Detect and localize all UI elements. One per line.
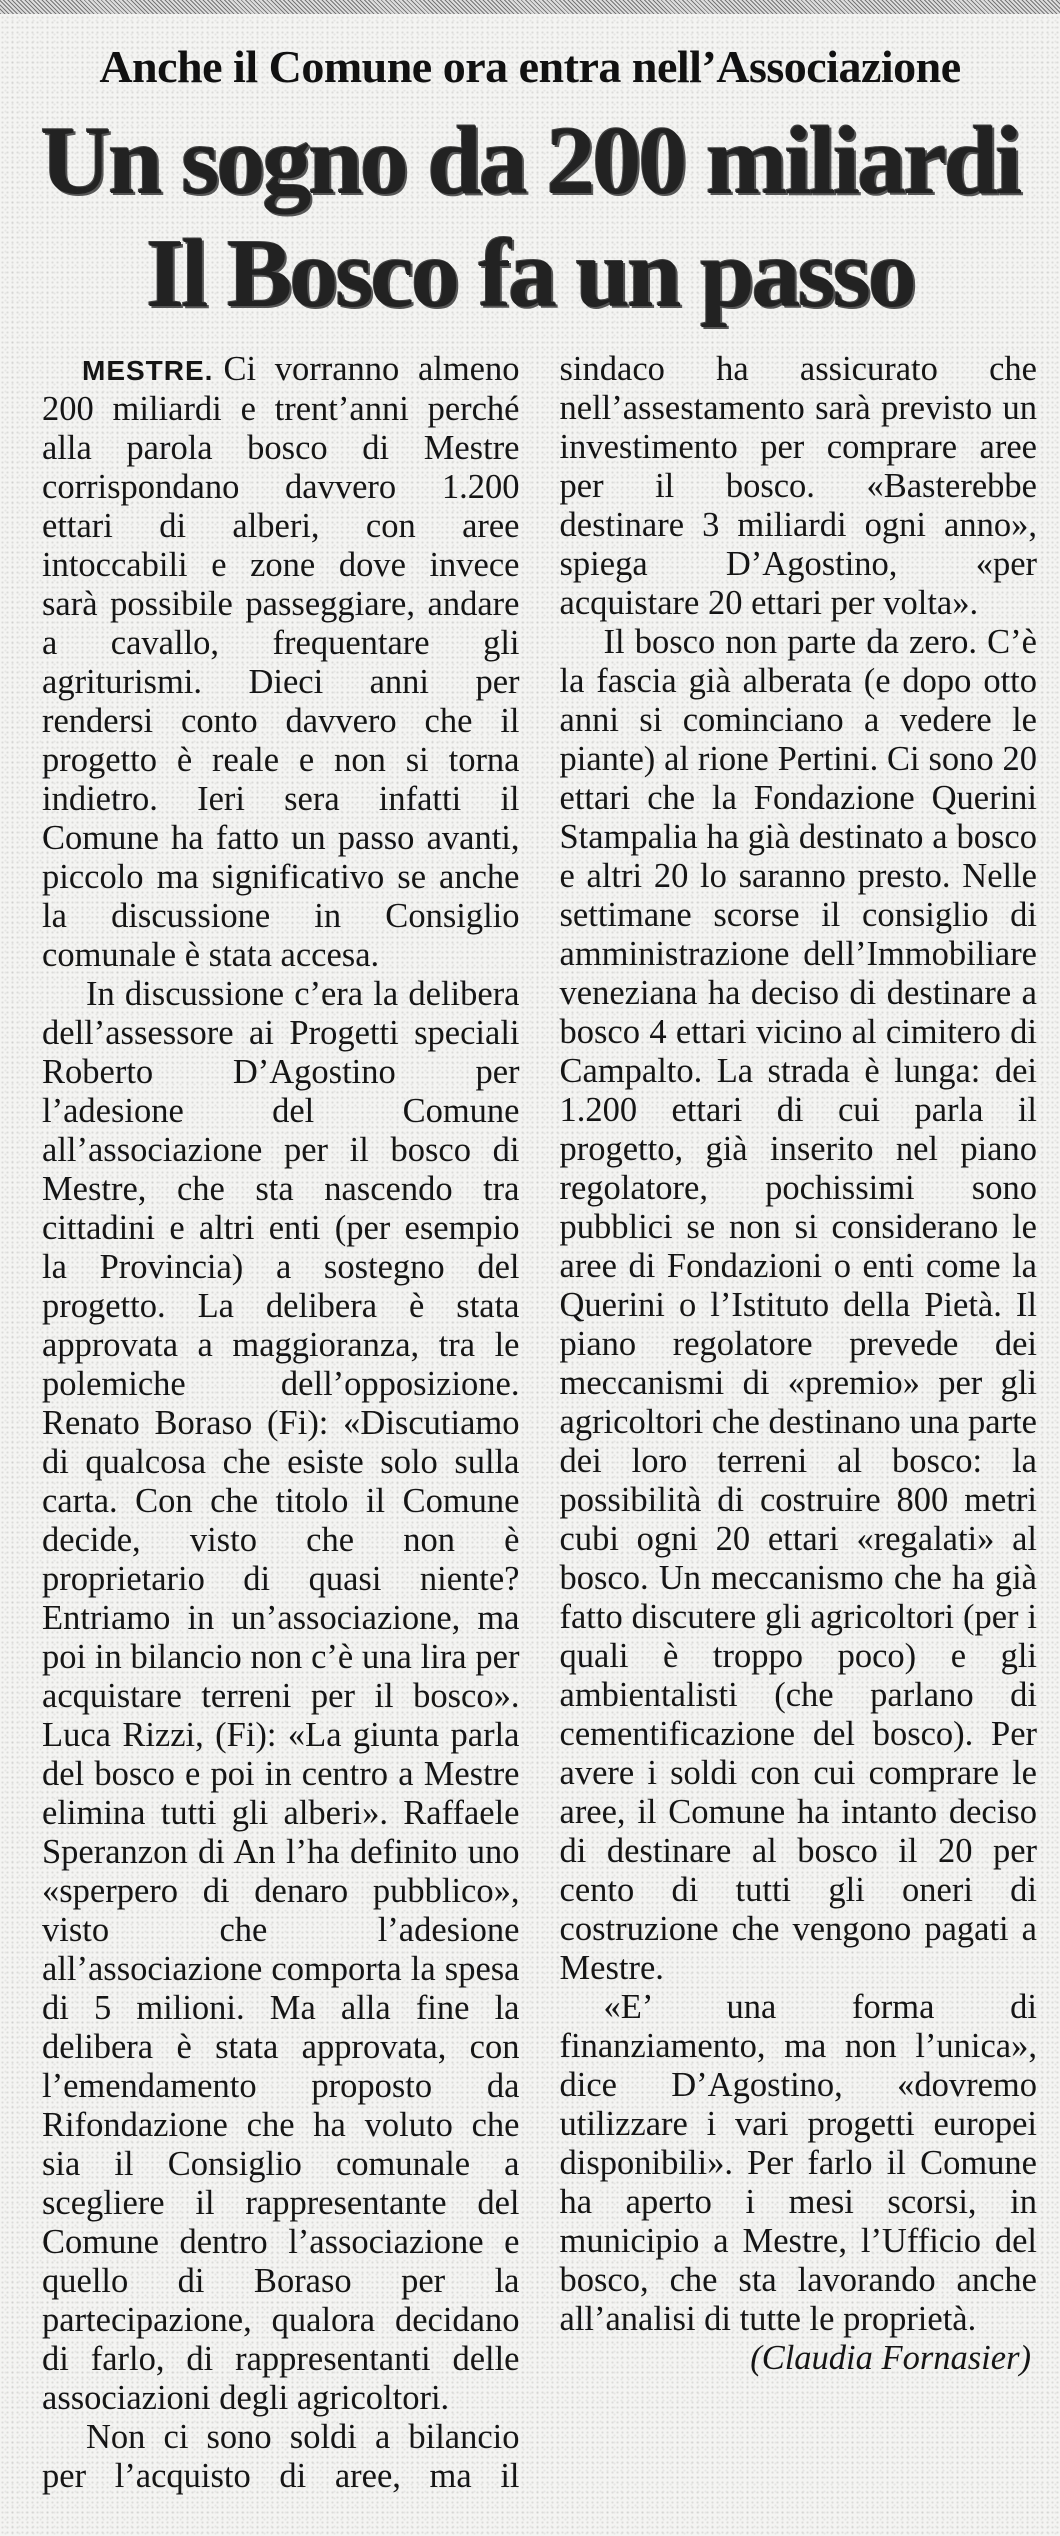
- article-paragraph-1: [42, 350, 520, 975]
- kicker: Anche il Comune ora entra nell’Associazione: [99, 41, 961, 92]
- byline: (Claudia Fornasier): [750, 2339, 1031, 2377]
- headline-line-2: Il Bosco fa un passo: [146, 220, 914, 328]
- article-paragraph-3: Non ci sono soldi a bilancio per l’acquisto di aree, ma il sindaco ha assicurato che nell’assestamento sarà previsto un investimento per comprare aree per il bosco. «Basterebbe destinare 3 miliardi ogni anno», spiega D’Agostino, «per acquistare 20 ettari per volta».: [42, 350, 1037, 2495]
- paragraph-text: Ci vorranno almeno 200 miliardi e trent’anni perché alla parola bosco di Mestre corrispondano davvero 1.200 ettari di alberi, con aree intoccabili e zone dove invece sarà possibile passeggiare, andare a cavallo, frequentare gli agriturismi. Dieci anni per rendersi conto davvero che il progetto è reale e non si torna indietro. Ieri sera infatti il Comune ha fatto un passo avanti, piccolo ma significativo se anche la discussione in Consiglio comunale è stata accesa.: [42, 350, 520, 974]
- top-border-band: [0, 0, 1060, 14]
- article-paragraph-4: Il bosco non parte da zero. C’è la fascia già alberata (e dopo otto anni si cominciano a vedere le piante) al rione Pertini. Ci sono 20 ettari che la Fondazione Querini Stampalia ha già destinato a bosco e altri 20 lo saranno presto. Nelle settimane scorse il consiglio di amministrazione dell’Immobiliare veneziana ha deciso di destinare a bosco 4 ettari vicino al cimitero di Campalto. La strada è lunga: dei 1.200 ettari di cui parla il progetto, già inserito nel piano regolatore, pochissimi sono pubblici se non si considerano le aree di Fondazioni o enti come la Querini o l’Istituto della Pietà. Il piano regolatore prevede dei meccanismi di «premio» per gli agricoltori che destinano una parte dei loro terreni al bosco: la possibilità di costruire 800 metri cubi ogni 20 ettari «regalati» al bosco. Un meccanismo che ha già fatto discutere gli agricoltori (per i quali è troppo poco) e gli ambientalisti (che parlano di cementificazione del bosco). Per avere i soldi con cui comprare le aree, il Comune ha intanto deciso di destinare al bosco il 20 per cento di tutti gli oneri di costruzione che vengono pagati a Mestre.: [559, 623, 1037, 1987]
- article-paragraph-5: «E’ una forma di finanziamento, ma non l’unica», dice D’Agostino, «dovremo utilizzare i vari progetti europei disponibili». Per farlo il Comune ha aperto i mesi scorsi, in municipio a Mestre, l’Ufficio del bosco, che sta lavorando anche all’analisi di tutte le proprietà.: [559, 1988, 1037, 2338]
- article-paragraph-2: In discussione c’era la delibera dell’assessore ai Progetti speciali Roberto D’Agostino per l’adesione del Comune all’associazione per il bosco di Mestre, che sta nascendo tra cittadini e altri enti (per esempio la Provincia) a sostegno del progetto. La delibera è stata approvata a maggioranza, tra le polemiche dell’opposizione. Renato Boraso (Fi): «Discutiamo di qualcosa che esiste solo sulla carta. Con che titolo il Comune decide, visto che non è proprietario di quasi niente? Entriamo in un’associazione, ma poi in bilancio non c’è una lira per acquistare terreni per il bosco». Luca Rizzi, (Fi): «La giunta parla del bosco e poi in centro a Mestre elimina tutti gli alberi». Raffaele Speranzon di An l’ha definito uno «sperpero di denaro pubblico», visto che l’adesione all’associazione comporta la spesa di 5 milioni. Ma alla fine la delibera è stata approvata, con l’emendamento proposto da Rifondazione che ha voluto che sia il Consiglio comunale a scegliere il rappresentante del Comune dentro l’associazione e quello di Boraso per la partecipazione, qualora decidano di farlo, di rappresentanti delle associazioni degli agricoltori.: [42, 975, 520, 2417]
- article-body: [42, 350, 1037, 2510]
- headline-line-1: Un sogno da 200 miliardi: [40, 107, 1020, 215]
- dateline: MESTRE.: [82, 355, 214, 386]
